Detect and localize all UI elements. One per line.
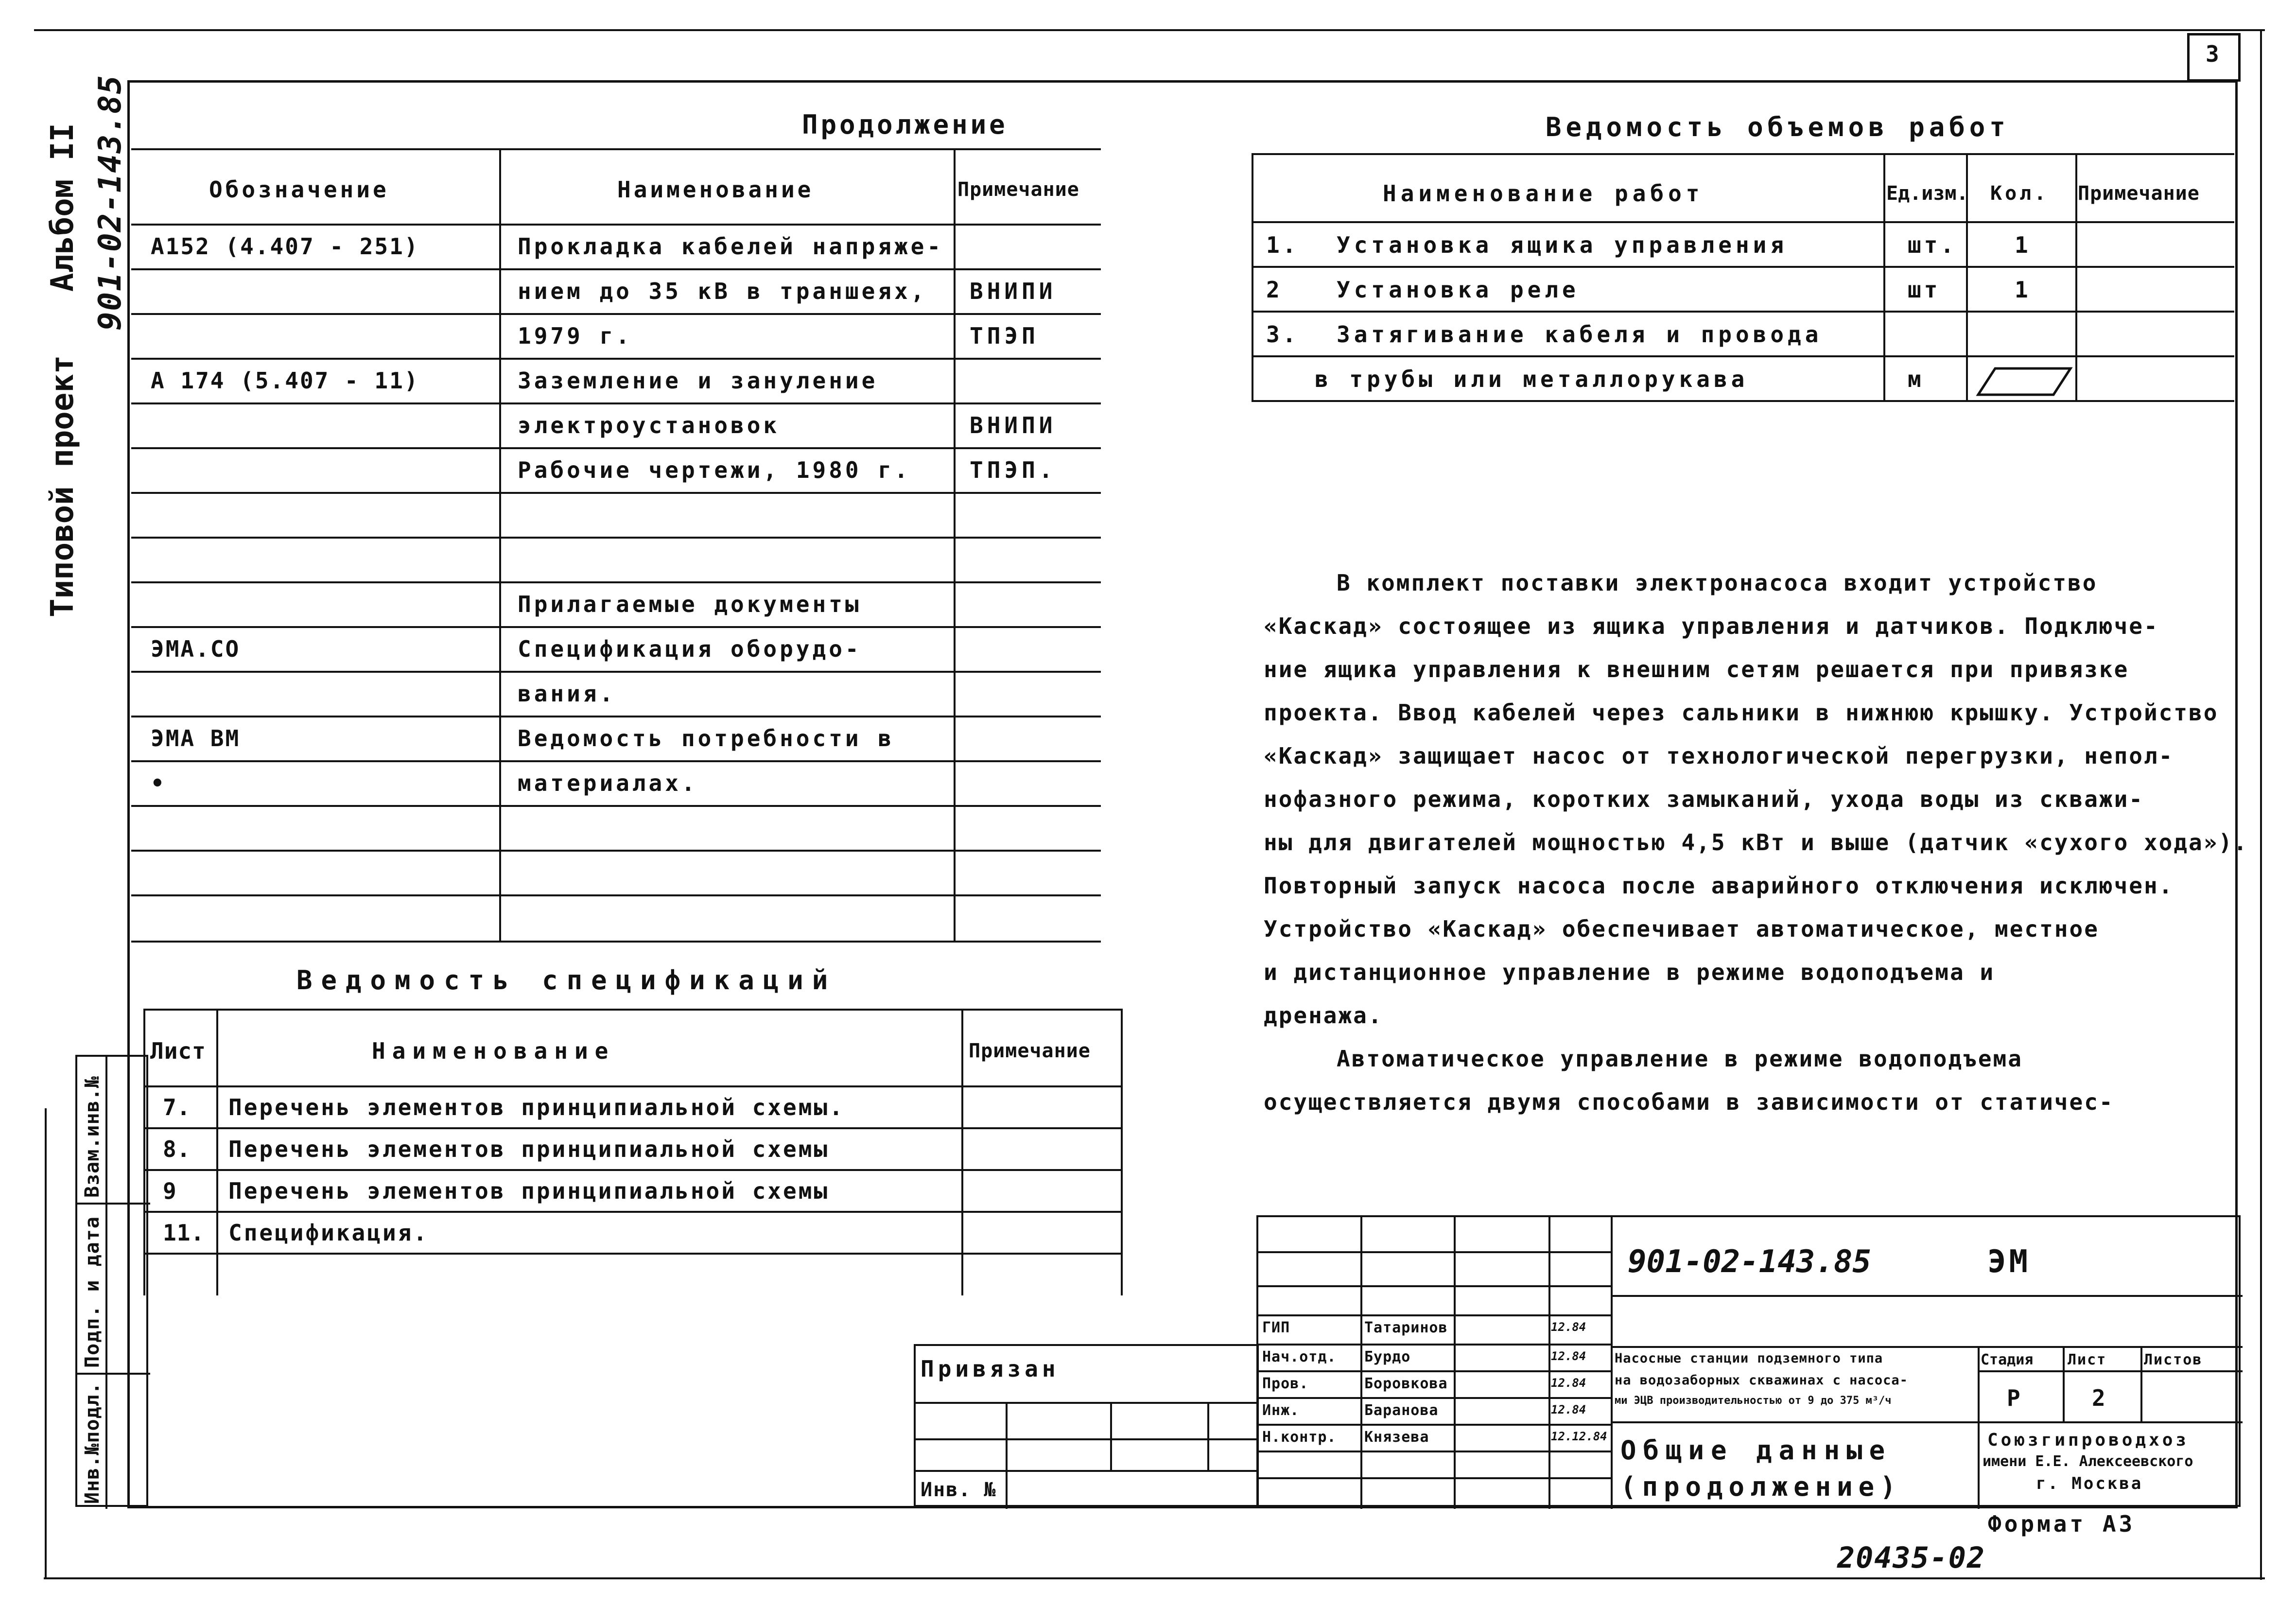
cont-cell-name: 1979 г. xyxy=(518,323,632,349)
stamp-vzam: Взам.инв.№ xyxy=(81,1076,104,1198)
inv-label: Инв. № xyxy=(921,1479,997,1501)
spine-project-type: Типовой проект xyxy=(45,355,81,617)
tb-org-1: Союзгипроводхоз xyxy=(1987,1430,2190,1450)
cont-cell-name: вания. xyxy=(518,681,616,707)
sig-name: Бурдо xyxy=(1364,1348,1411,1365)
stamp-podp: Подп. и дата xyxy=(81,1216,104,1368)
sig-role: Инж. xyxy=(1262,1402,1300,1419)
format-label: Формат А3 xyxy=(1988,1511,2136,1537)
sig-name: Князева xyxy=(1364,1429,1429,1446)
sig-role: ГИП xyxy=(1262,1319,1290,1336)
cont-cell-note: ВНИПИ xyxy=(970,278,1057,304)
tb-org-2: имени Е.Е. Алексеевского xyxy=(1983,1453,2193,1470)
spine-code: 901-02-143.85 xyxy=(92,74,128,331)
works-cell-num: 2 xyxy=(1266,277,1283,303)
cont-cell-name: Заземление и зануление xyxy=(518,367,878,394)
trim-line-right xyxy=(2260,29,2262,1580)
tb-org-3: г. Москва xyxy=(2036,1474,2143,1493)
spine-album: Альбом II xyxy=(45,123,81,292)
trim-line-bottom xyxy=(44,1577,2265,1579)
tb-sheet-label: Лист xyxy=(2068,1351,2107,1368)
tb-sheet-title-1: Общие данные xyxy=(1620,1435,1892,1466)
cont-cell-designation: А152 (4.407 - 251) xyxy=(151,233,419,260)
description-line: нофазного режима, коротких замыканий, ухода воды из скважи- xyxy=(1264,786,2144,812)
qty-parallelogram-mark xyxy=(1976,365,2073,399)
cont-cell-designation: А 174 (5.407 - 11) xyxy=(151,367,419,394)
spec-table xyxy=(143,1009,1123,1295)
sig-date: 12.84 xyxy=(1551,1376,1586,1390)
trim-line-left xyxy=(45,1108,47,1577)
works-cell-name: Затягивание кабеля и провода xyxy=(1337,321,1823,348)
cont-cell-designation: • xyxy=(151,770,166,796)
works-cell-num: 1. xyxy=(1266,232,1299,258)
description-line: В комплект поставки электронасоса входит устройство xyxy=(1337,570,2098,596)
title-block xyxy=(1256,1215,2241,1507)
tb-project-name-1: Насосные станции подземного типа xyxy=(1615,1351,1883,1366)
sig-name: Баранова xyxy=(1364,1402,1439,1419)
tb-code: 901-02-143.85 xyxy=(1628,1244,1871,1280)
spec-cell-sheet: 9 xyxy=(163,1178,177,1204)
description-line: дренажа. xyxy=(1264,1002,1383,1029)
cont-cell-name: электроустановок xyxy=(518,412,780,438)
sig-role: Н.контр. xyxy=(1262,1429,1337,1446)
description-line: осуществляется двумя способами в зависимости от статичес- xyxy=(1264,1089,2114,1115)
works-cell-name: Установка ящика управления xyxy=(1337,232,1788,258)
inventory-number: 20435-02 xyxy=(1837,1541,1985,1575)
works-header-unit: Ед.изм. xyxy=(1886,182,1968,205)
spec-cell-sheet: 11. xyxy=(163,1220,205,1246)
sig-role: Нач.отд. xyxy=(1262,1348,1337,1365)
spec-cell-name: Перечень элементов принципиальной схемы. xyxy=(228,1094,845,1120)
spec-title: Ведомость спецификаций xyxy=(296,965,837,996)
stamp-inv: Инв.№подл. xyxy=(81,1382,104,1504)
continuation-title: Продолжение xyxy=(802,109,1008,140)
spec-cell-sheet: 8. xyxy=(163,1136,191,1162)
tb-sheets-label: Листов xyxy=(2144,1351,2203,1368)
works-header-name: Наименование работ xyxy=(1383,180,1704,207)
tb-project-name-3: ми ЭЦВ производительностью от 9 до 375 м³/ч xyxy=(1615,1395,1892,1407)
works-title: Ведомость объемов работ xyxy=(1546,112,2010,142)
cont-cell-note: ВНИПИ xyxy=(970,412,1057,438)
cont-cell-note: ТПЭП. xyxy=(970,457,1057,483)
trim-line-top xyxy=(34,29,2265,31)
tb-sheet-title-2: (продолжение) xyxy=(1620,1471,1902,1502)
tb-sheet: 2 xyxy=(2092,1385,2108,1411)
page-number: 3 xyxy=(2206,41,2222,67)
cont-cell-name: материалах. xyxy=(518,770,698,796)
works-cell-unit: м xyxy=(1908,366,1924,392)
spec-header-note: Примечание xyxy=(969,1040,1091,1062)
spec-cell-name: Перечень элементов принципиальной схемы xyxy=(228,1178,830,1204)
privyazan-block xyxy=(914,1344,1259,1507)
description-line: «Каскад» состоящее из ящика управления и датчиков. Подключе- xyxy=(1264,613,2159,639)
works-cell-unit: шт xyxy=(1908,277,1941,303)
description-line: Повторный запуск насоса после аварийного отключения исключен. xyxy=(1264,873,2174,899)
works-header-qty: Кол. xyxy=(1990,182,2049,205)
sig-date: 12.84 xyxy=(1551,1403,1586,1416)
sig-date: 12.84 xyxy=(1551,1320,1586,1334)
description-line: и дистанционное управление в режиме водоподъема и xyxy=(1264,959,1995,985)
description-line: Устройство «Каскад» обеспечивает автоматическое, местное xyxy=(1264,916,2099,942)
sig-date: 12.12.84 xyxy=(1551,1430,1607,1443)
cont-cell-name: Спецификация оборудо- xyxy=(518,636,862,662)
tb-stage: Р xyxy=(2007,1385,2023,1411)
spec-cell-name: Спецификация. xyxy=(228,1220,429,1246)
tb-stage-label: Стадия xyxy=(1981,1351,2034,1368)
works-cell-name: в трубы или металлорукава xyxy=(1315,366,1749,392)
spec-header-list: Лист xyxy=(150,1038,206,1064)
header-primechanie: Примечание xyxy=(957,178,1079,201)
cont-cell-name: Рабочие чертежи, 1980 г. xyxy=(518,457,911,483)
works-cell-unit: шт. xyxy=(1908,232,1957,258)
description xyxy=(1264,561,2248,1124)
header-oboznachenie: Обозначение xyxy=(209,176,389,203)
cont-cell-name: Ведомость потребности в xyxy=(518,725,894,752)
sig-date: 12.84 xyxy=(1551,1349,1586,1363)
works-header-note: Примечание xyxy=(2078,182,2200,205)
description-line: Автоматическое управление в режиме водоподъема xyxy=(1337,1046,2023,1072)
works-cell-qty: 1 xyxy=(2015,277,2031,303)
works-table xyxy=(1252,153,2234,401)
sig-name: Боровкова xyxy=(1364,1375,1448,1392)
description-line: «Каскад» защищает насос от технологической перегрузки, непол- xyxy=(1264,743,2174,769)
cont-cell-note: ТПЭП xyxy=(970,323,1039,349)
tb-mark: ЭМ xyxy=(1987,1244,2031,1280)
tb-project-name-2: на водозаборных скважинах с насоса- xyxy=(1615,1373,1908,1388)
continuation-table xyxy=(131,148,1101,941)
spec-header-name: Наименование xyxy=(372,1038,615,1064)
sig-name: Татаринов xyxy=(1364,1319,1448,1336)
works-cell-qty: 1 xyxy=(2015,232,2031,258)
cont-cell-name: Прилагаемые документы xyxy=(518,591,862,617)
works-cell-name: Установка реле xyxy=(1337,277,1580,303)
privyazan-label: Привязан xyxy=(921,1356,1060,1382)
cont-cell-designation: ЭМА.СО xyxy=(151,636,241,662)
description-line: ны для двигателей мощностью 4,5 кВт и выше (датчик «сухого хода»). xyxy=(1264,829,2248,856)
spec-cell-sheet: 7. xyxy=(163,1094,191,1120)
cont-cell-name: Прокладка кабелей напряже- xyxy=(518,233,944,260)
cont-cell-name: нием до 35 кВ в траншеях, xyxy=(518,278,927,304)
description-line: ние ящика управления к внешним сетям решается при привязке xyxy=(1264,656,2129,682)
left-stamp xyxy=(75,1055,148,1507)
header-naimenovanie: Наименование xyxy=(617,176,814,203)
cont-cell-designation: ЭМА ВМ xyxy=(151,725,241,752)
description-line: проекта. Ввод кабелей через сальники в нижнюю крышку. Устройство xyxy=(1264,699,2219,726)
works-cell-num: 3. xyxy=(1266,321,1299,348)
sig-role: Пров. xyxy=(1262,1375,1309,1392)
spec-cell-name: Перечень элементов принципиальной схемы xyxy=(228,1136,830,1162)
